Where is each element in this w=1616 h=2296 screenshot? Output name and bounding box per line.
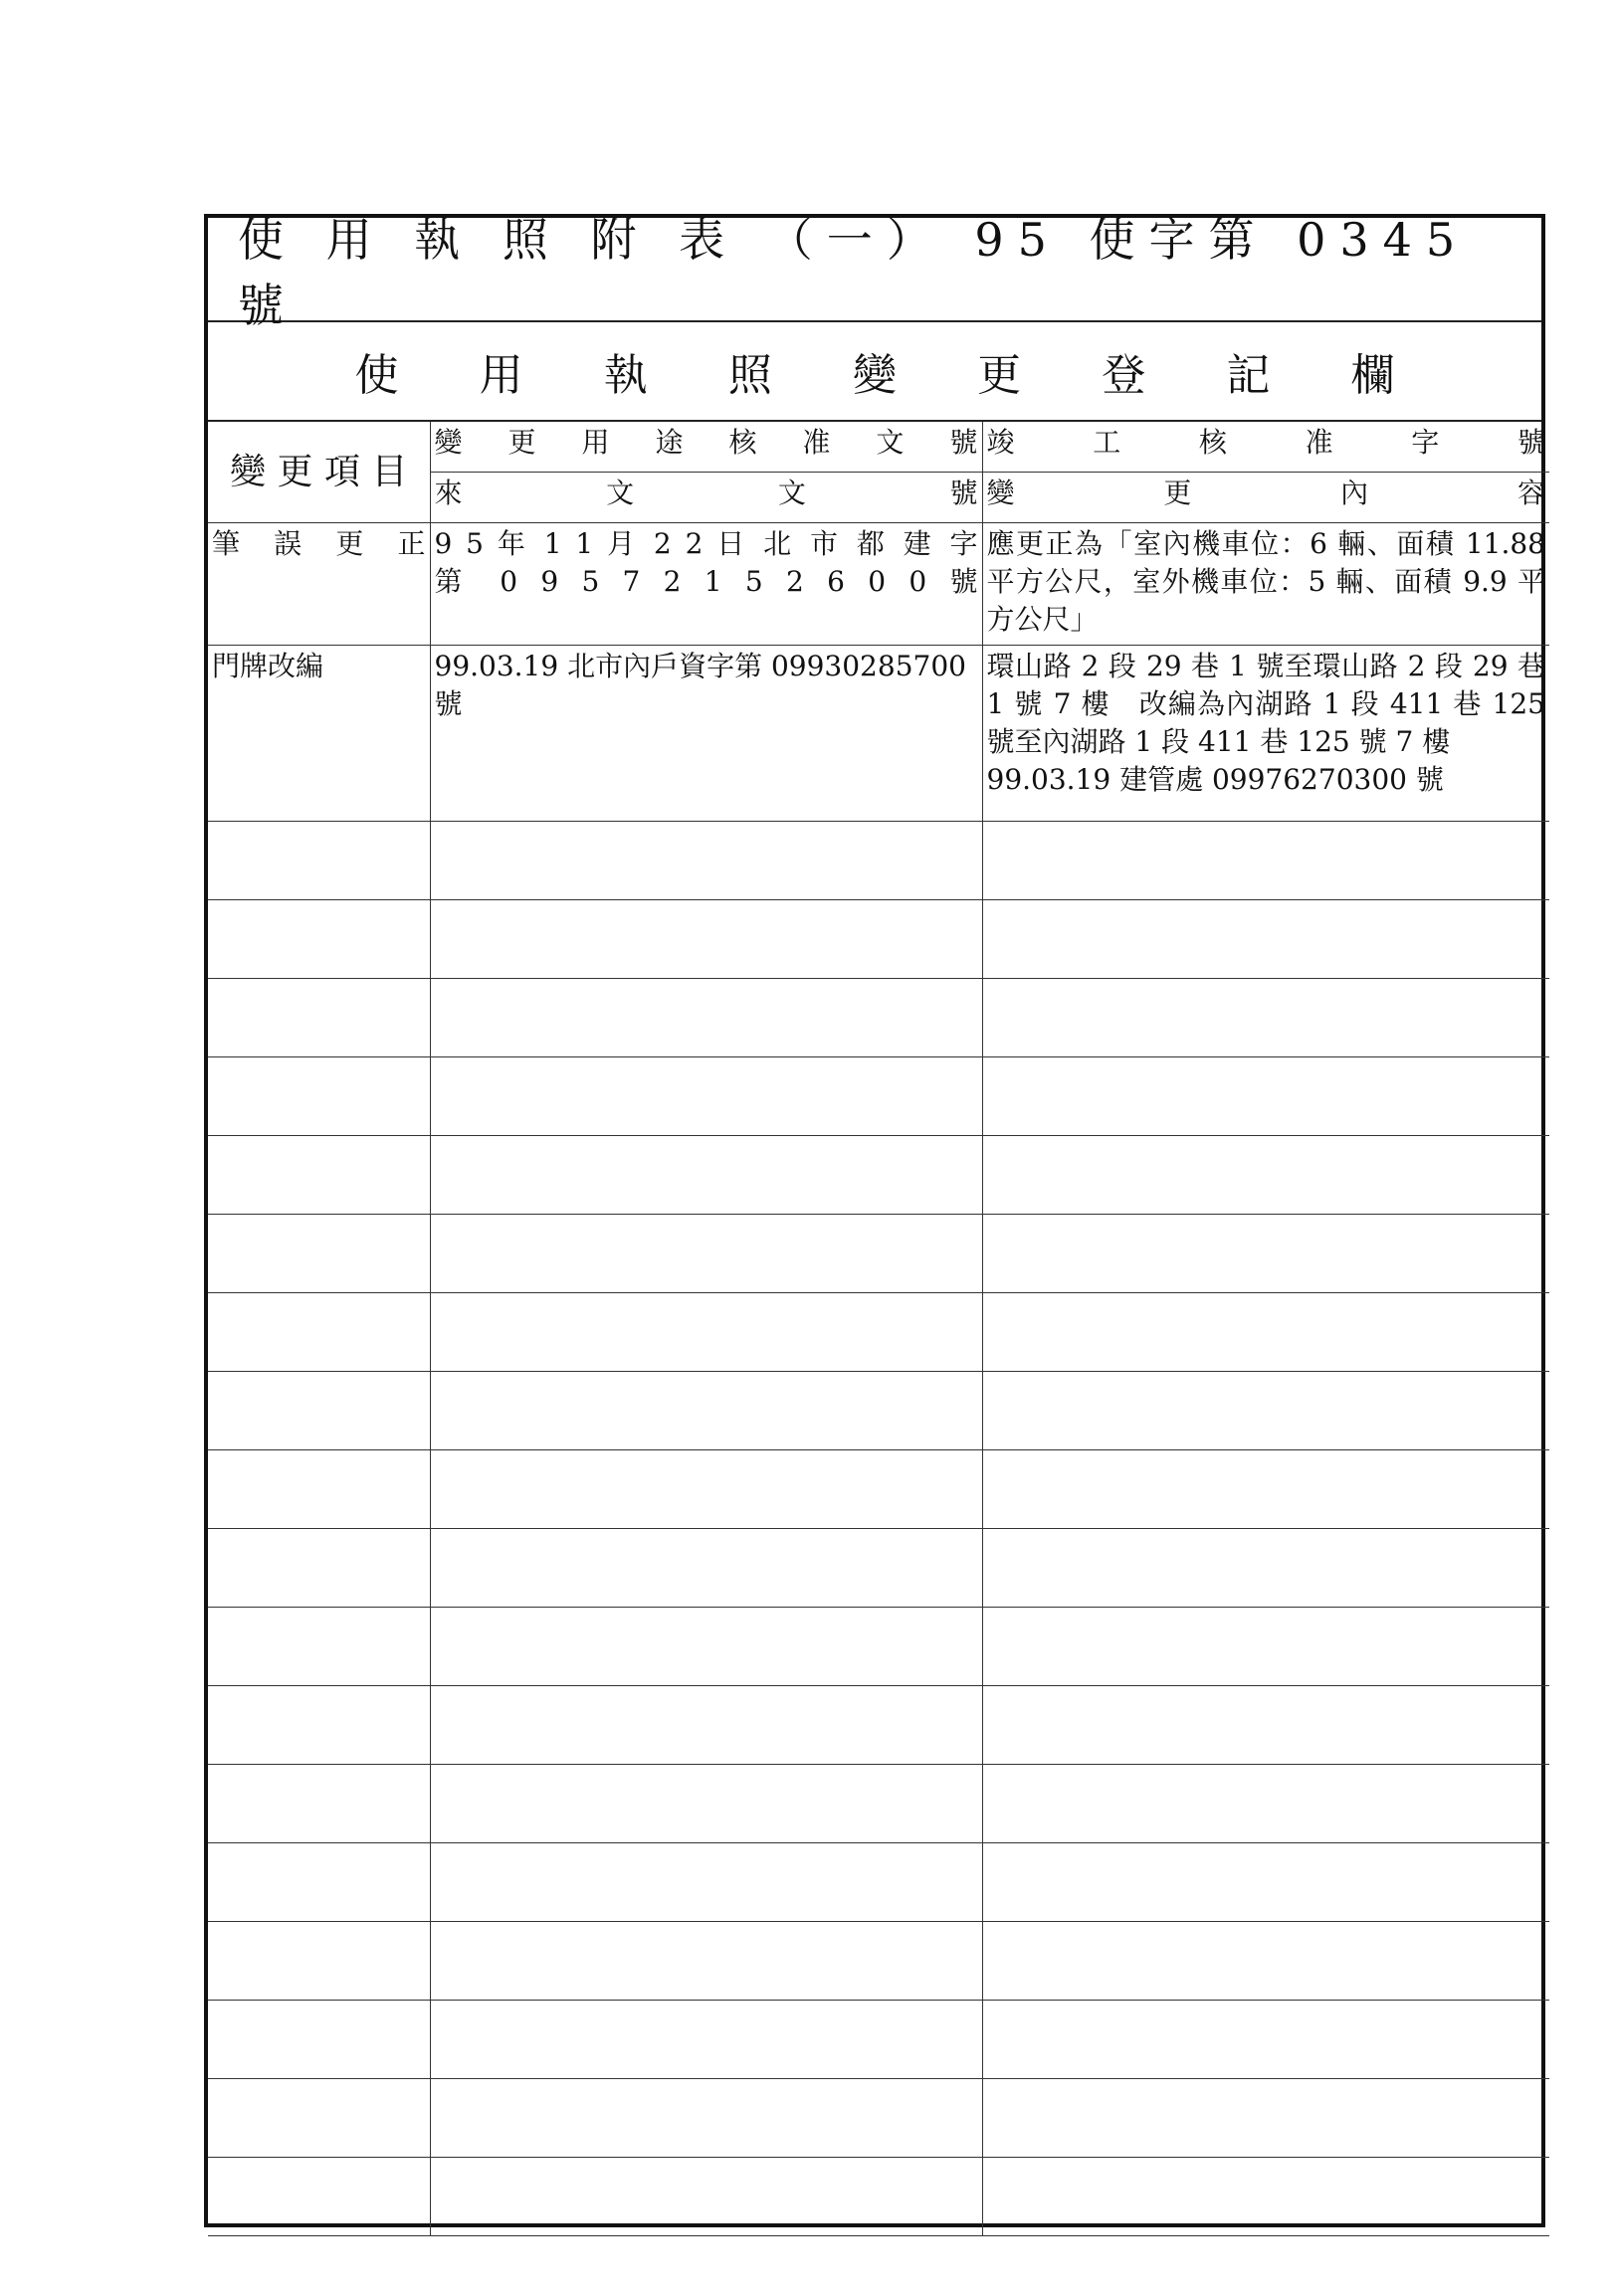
header-char: 號 xyxy=(949,477,978,509)
blank-cell xyxy=(982,1136,1549,1215)
row-item: 門牌改編 xyxy=(208,646,430,822)
blank-row xyxy=(208,1293,1549,1372)
blank-cell xyxy=(982,1372,1549,1450)
header-char: 更 xyxy=(507,426,536,459)
blank-row xyxy=(208,822,1549,900)
blank-cell xyxy=(982,1057,1549,1136)
header-char: 用 xyxy=(581,426,610,459)
blank-cell xyxy=(982,979,1549,1057)
row-content: 應更正為「室內機車位：6 輛、面積 11.88 平方公尺，室外機車位：5 輛、面積 9.9 平方公尺」 xyxy=(982,523,1549,646)
blank-row xyxy=(208,1215,1549,1293)
blank-cell xyxy=(982,2158,1549,2236)
blank-row xyxy=(208,1136,1549,1215)
blank-cell xyxy=(982,900,1549,979)
blank-row xyxy=(208,1922,1549,2001)
blank-cell xyxy=(430,1529,982,1608)
document-sheet xyxy=(204,214,1545,2227)
blank-cell xyxy=(208,2158,430,2236)
table-row xyxy=(208,646,1549,822)
blank-cell xyxy=(208,900,430,979)
row-item: 筆 誤 更 正 xyxy=(208,523,430,646)
header-char: 變 xyxy=(434,426,463,459)
header-char: 號 xyxy=(1516,426,1545,459)
section-title-char: 用 xyxy=(479,350,523,401)
blank-cell xyxy=(430,1372,982,1450)
section-title-chars xyxy=(355,339,1395,403)
header-char: 准 xyxy=(802,426,831,459)
blank-cell xyxy=(208,1450,430,1529)
header-char: 字 xyxy=(1411,426,1440,459)
blank-cell xyxy=(430,979,982,1057)
section-title-char: 更 xyxy=(977,350,1022,401)
blank-row xyxy=(208,2079,1549,2158)
row-doc-no: 9 5 年 1 1 月 2 2 日 北 市 都 建 字 第 0 9 5 7 2 1 5 2 6 0 0 號 xyxy=(430,523,982,646)
header-char: 內 xyxy=(1340,477,1369,509)
blank-cell xyxy=(430,1922,982,2001)
blank-cell xyxy=(208,1765,430,1843)
blank-cell xyxy=(208,2001,430,2079)
header-char: 核 xyxy=(728,426,757,459)
blank-row xyxy=(208,979,1549,1057)
blank-cell xyxy=(982,1293,1549,1372)
section-title-char: 照 xyxy=(727,350,772,401)
blank-cell xyxy=(208,1843,430,1922)
blank-cell xyxy=(982,1765,1549,1843)
blank-cell xyxy=(982,1608,1549,1686)
blank-cell xyxy=(208,1293,430,1372)
blank-cell xyxy=(208,1686,430,1765)
header-char: 核 xyxy=(1198,426,1227,459)
header-char: 文 xyxy=(876,426,905,459)
blank-cell xyxy=(208,1215,430,1293)
header-char: 准 xyxy=(1305,426,1333,459)
blank-row xyxy=(208,2158,1549,2236)
blank-row xyxy=(208,1765,1549,1843)
section-title-char: 欄 xyxy=(1350,350,1395,401)
blank-row xyxy=(208,900,1549,979)
blank-cell xyxy=(208,2079,430,2158)
blank-cell xyxy=(208,1372,430,1450)
blank-cell xyxy=(208,1608,430,1686)
row-doc-no: 99.03.19 北市內戶資字第 09930285700 號 xyxy=(430,646,982,822)
row-content: 環山路 2 段 29 巷 1 號至環山路 2 段 29 巷 1 號 7 樓 改編為內湖路 1 段 411 巷 125 號至內湖路 1 段 411 巷 125 號 7 樓 99.03.19 建管處 09976270300 號 xyxy=(982,646,1549,822)
header-completion-approval-no xyxy=(982,422,1549,473)
blank-cell xyxy=(208,1529,430,1608)
blank-row xyxy=(208,1608,1549,1686)
blank-cell xyxy=(208,1136,430,1215)
section-title-char: 記 xyxy=(1226,350,1271,401)
section-title-char: 變 xyxy=(853,350,897,401)
blank-cell xyxy=(430,1057,982,1136)
blank-cell xyxy=(982,1529,1549,1608)
blank-row xyxy=(208,1529,1549,1608)
header-char: 號 xyxy=(949,426,978,459)
register-table-wrap xyxy=(208,422,1545,2223)
blank-cell xyxy=(430,1686,982,1765)
header-char: 更 xyxy=(1163,477,1192,509)
section-title-char: 登 xyxy=(1102,350,1146,401)
blank-cell xyxy=(430,1215,982,1293)
blank-row xyxy=(208,1450,1549,1529)
blank-row xyxy=(208,1843,1549,1922)
blank-cell xyxy=(208,1057,430,1136)
blank-row xyxy=(208,2001,1549,2079)
blank-cell xyxy=(982,1215,1549,1293)
blank-cell xyxy=(430,2001,982,2079)
blank-cell xyxy=(982,1922,1549,2001)
document-title: 使 用 執 照 附 表 （一） 95 使字第 0345 號 xyxy=(208,218,1541,322)
blank-row xyxy=(208,1686,1549,1765)
header-char: 變 xyxy=(986,477,1015,509)
blank-cell xyxy=(430,900,982,979)
header-row-1 xyxy=(208,422,1549,473)
header-incoming-doc-no xyxy=(430,473,982,523)
blank-row xyxy=(208,1372,1549,1450)
header-char: 文 xyxy=(606,477,635,509)
header-char: 來 xyxy=(434,477,463,509)
blank-cell xyxy=(430,1608,982,1686)
blank-row xyxy=(208,1057,1549,1136)
blank-cell xyxy=(430,1450,982,1529)
section-title-char: 執 xyxy=(603,350,648,401)
header-change-item: 變 更 項 目 xyxy=(208,422,430,523)
change-register-table xyxy=(208,422,1549,2236)
header-char: 容 xyxy=(1516,477,1545,509)
header-char: 竣 xyxy=(986,426,1015,459)
blank-cell xyxy=(982,2001,1549,2079)
blank-cell xyxy=(430,1136,982,1215)
header-char: 文 xyxy=(777,477,806,509)
blank-cell xyxy=(982,1843,1549,1922)
blank-cell xyxy=(430,2079,982,2158)
blank-cell xyxy=(430,2158,982,2236)
header-change-content xyxy=(982,473,1549,523)
header-char: 工 xyxy=(1093,426,1121,459)
blank-cell xyxy=(430,1765,982,1843)
blank-cell xyxy=(982,1450,1549,1529)
header-approval-doc-no xyxy=(430,422,982,473)
blank-cell xyxy=(208,1922,430,2001)
blank-cell xyxy=(430,1293,982,1372)
table-row xyxy=(208,523,1549,646)
section-title xyxy=(208,322,1541,422)
blank-cell xyxy=(430,822,982,900)
blank-cell xyxy=(208,979,430,1057)
blank-cell xyxy=(982,1686,1549,1765)
blank-cell xyxy=(982,822,1549,900)
header-char: 途 xyxy=(655,426,684,459)
section-title-char: 使 xyxy=(354,350,399,401)
blank-cell xyxy=(982,2079,1549,2158)
blank-cell xyxy=(430,1843,982,1922)
blank-cell xyxy=(208,822,430,900)
